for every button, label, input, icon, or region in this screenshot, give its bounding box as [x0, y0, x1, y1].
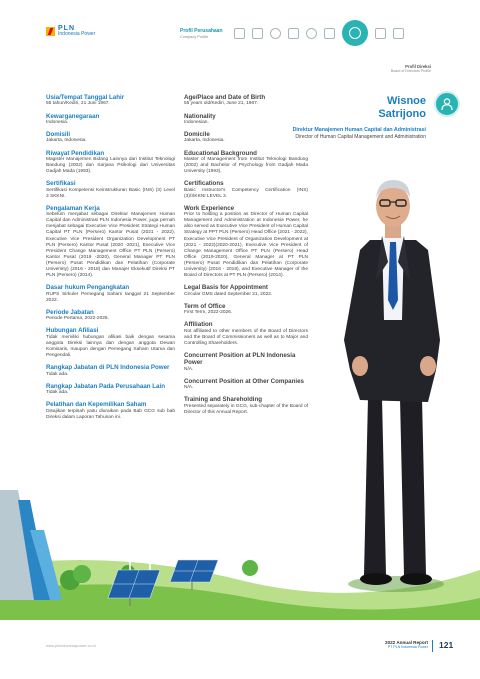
finance-icon[interactable]	[393, 28, 404, 39]
profile-id-field-label: Periode Jabatan	[46, 308, 94, 316]
director-name-block	[276, 95, 426, 140]
chapter-nav	[234, 20, 411, 46]
profile-en-field	[184, 303, 308, 317]
profile-en-field-value: Jakarta, Indonesia.	[184, 138, 225, 144]
director-role-english: Director of Human Capital Management and Administration	[295, 133, 426, 140]
profile-id-field	[46, 205, 175, 279]
profile-id-field-label: Rangkap Jabatan di PLN Indonesia Power	[46, 364, 170, 372]
subsection-subtitle: Board of Directors Profile	[390, 69, 431, 73]
brand-name: PLN	[58, 25, 75, 32]
profile-id-field-value: Jakarta, Indonesia.	[46, 138, 87, 144]
page-header	[0, 0, 480, 73]
profile-column-indonesian	[46, 94, 175, 426]
profile-id-field-label: Kewarganegaraan	[46, 112, 100, 120]
profile-en-field-value: Circular GMS dated September 21, 2022.	[184, 291, 273, 297]
profile-en-field	[184, 378, 308, 392]
subsection-title: Profil Direksi	[405, 64, 431, 69]
profile-id-field-value: Tidak ada.	[46, 390, 69, 395]
profile-id-field	[46, 113, 175, 127]
section-heading	[180, 28, 223, 39]
profile-id-field-value: RUPS Sirkuler Pemegang Saham tanggal 21 September 2022.	[46, 291, 175, 303]
profile-id-field	[46, 131, 175, 145]
gear-icon[interactable]	[306, 28, 317, 39]
profile-id-field-value: Periode Pertama, 2022-2026.	[46, 316, 109, 322]
building-icon[interactable]	[288, 28, 299, 39]
profile-id-field	[46, 401, 175, 421]
people-icon[interactable]	[270, 28, 281, 39]
director-role-indonesian: Direktur Manajemen Human Capital dan Administrasi	[292, 127, 426, 133]
profile-en-field-label: Training and Shareholding	[184, 396, 263, 404]
profile-en-field-label: Legal Basis for Appointment	[184, 284, 268, 292]
profile-id-field	[46, 180, 175, 200]
profile-en-field-value: Indonesian.	[184, 119, 209, 125]
report-title: 2022 Annual Report	[385, 640, 428, 645]
profile-en-field-label: Work Experience	[184, 204, 235, 212]
profile-id-field-label: Pelatihan dan Kepemilikan Saham	[46, 401, 147, 409]
profile-en-field-label: Age/Place and Date of Birth	[184, 94, 266, 101]
profile-en-field	[184, 180, 308, 200]
section-subtitle: Company Profile	[180, 35, 209, 39]
profile-id-field	[46, 94, 175, 108]
profile-en-field-value: N/A.	[184, 385, 194, 391]
profile-id-field	[46, 383, 175, 397]
report-icon[interactable]	[375, 28, 386, 39]
profile-id-field-label: Rangkap Jabatan Pada Perusahaan Lain	[46, 382, 165, 390]
profile-en-field	[184, 150, 308, 176]
profile-id-field-value: Sertifikasi Kompetensi Keinstrukturan Basic (INS) (3) Level 3 SKKNI.	[46, 187, 175, 199]
profile-id-field-value: Magister Manajemen Bidang Lainnya dari Institut Teknologi Bandung (2002) dan Sarjana Psikologi dari Universitas Gadjah Mada (1993).	[46, 156, 175, 175]
profile-en-field-value: Basic Instructor's Competency Certification (INS) (3)/SKKNI LEVEL 3.	[184, 187, 308, 199]
profile-en-field	[184, 321, 308, 347]
profile-id-field	[46, 284, 175, 304]
profile-id-field	[46, 150, 175, 176]
profile-en-field-value: Not affiliated to other members of the Board of Directors and the Board of Commissioners as well as to Major and Controlling Shareholders.	[184, 328, 308, 346]
report-identity	[385, 640, 428, 649]
director-first-name: Wisnoe	[386, 95, 426, 107]
page-footer	[0, 620, 480, 679]
profile-en-field-label: Domicile	[184, 131, 210, 138]
profile-en-field-label: Nationality	[184, 112, 216, 120]
profile-en-field	[184, 352, 308, 373]
profile-id-field	[46, 364, 175, 378]
profile-id-field-value: 55 tahun/Kediri, 21 Juni 1967.	[46, 101, 110, 107]
profile-id-field-label: Riwayat Pendidikan	[46, 149, 105, 157]
profile-en-field-value: Presented separately in GCG, sub-chapter of the Board of Director of this Annual Report.	[184, 403, 308, 415]
subsection-heading	[391, 64, 431, 73]
profile-en-field-label: Term of Office	[184, 302, 226, 310]
profile-id-field-value: Sebelum menjabat sebagai Direktur Manajemen Human Capital dan Administrasi PLN Indonesia Power, juga pernah menjabat sebagai Executive Vice President Strategi Human Capital PT PLN (Persero) Kantor Pusat (2021 - 2022), Executive Vice President Organization Development PT PLN (Persero) Kantor Pusat (2020 -2021), Executive Vice President Change Management Office PT PLN (Persero) Kantor Pusat (2019 -2020), General Manager PT PLN (Persero) Pusat Pendidikan dan Pelatihan (Corporate University) (2016 - 2018) dan Manajer Eksekutif Direksi PT PLN (Persero) (2014).	[46, 212, 175, 279]
profile-en-field-value: First Term, 2022-2026.	[184, 310, 233, 316]
profile-en-field-label: Concurrent Position at PLN Indonesia Power	[184, 351, 296, 367]
profile-en-field-label: Educational Background	[184, 149, 257, 157]
list-icon[interactable]	[252, 28, 263, 39]
profile-id-field-value: Tidak memiliki hubungan afiliasi baik dengan sesama anggota Direksi lainnya dan dengan anggota Dewan Komisaris, maupun dengan Pemegang Saham Utama dan Pengendali.	[46, 334, 175, 358]
profile-id-field	[46, 327, 175, 359]
profile-en-field	[184, 396, 308, 416]
website-url[interactable]: www.plnindonesiapower.co.id	[46, 644, 96, 648]
profile-id-field-label: Domisili	[46, 131, 71, 138]
chart-icon[interactable]	[324, 28, 335, 39]
footer-divider	[432, 640, 433, 652]
profile-id-field-label: Hubungan Afiliasi	[46, 327, 99, 335]
profile-id-field	[46, 309, 175, 323]
profile-id-field-label: Dasar hukum Pengangkatan	[46, 284, 130, 292]
page-number: 121	[439, 640, 454, 650]
profile-en-field-value: Master of Management from Institut Teknologi Bandung (2002) and Bachelor of Psychology from Gadjah Mada University (1993).	[184, 156, 308, 175]
brand-sub: Indonesia Power	[58, 31, 96, 37]
profile-en-field-value: Prior to holding a position as Director of Human Capital Management and Administration at Indonesia Power, he also served as Executive Vice President of Human Capital Strategy at PPT PLN (Persero) Head Office (2021 - 2022), Executive Vice President of Organization Development at (2021 - 2022)(2020-2021), Executive Vice President of Change Management Office PT PLN (Persero) Head Office (2019-2020), General Manager at PT PLN (Persero) Pusat Pendidikan dan Pelatihan (Corporate University) (2016 - 2018), and Executive Manager of the Board of Directors at PT PLN (Persero) (2014).	[184, 212, 308, 279]
profile-en-field	[184, 205, 308, 279]
profile-id-field-label: Pengalaman Kerja	[46, 204, 100, 212]
company-profile-icon[interactable]	[342, 20, 368, 46]
person-icon	[434, 91, 460, 117]
profile-en-field	[184, 284, 308, 298]
director-portrait	[330, 170, 460, 600]
profile-en-field-label: Concurrent Position at Other Companies	[184, 377, 304, 385]
report-company: PT PLN Indonesia Power	[387, 645, 428, 649]
profile-en-field-label: Certifications	[184, 180, 224, 188]
director-last-name: Satrijono	[378, 107, 426, 120]
profile-en-field-value: 55 years old/Kediri, June 21, 1967.	[184, 101, 259, 107]
document-icon[interactable]	[234, 28, 245, 39]
profile-id-field-value: Disajikan terpisah yaitu diuraikan pada Bab GCG sub bab Direksi dalam Laporan Tahunan ini.	[46, 408, 175, 420]
profile-en-field-value: N/A.	[184, 366, 194, 372]
profile-column-english	[184, 94, 308, 421]
profile-en-field-label: Affiliation	[184, 321, 213, 329]
pln-logo-icon	[46, 27, 55, 36]
profile-id-field-label: Sertifikasi	[46, 180, 76, 188]
section-title: Profil Perusahaan	[180, 28, 223, 34]
profile-id-field-value: Tidak ada.	[46, 371, 69, 377]
profile-id-field-value: Indonesia.	[46, 119, 69, 125]
profile-id-field-label: Usia/Tempat Tanggal Lahir	[46, 94, 125, 101]
pln-logo	[46, 25, 95, 37]
